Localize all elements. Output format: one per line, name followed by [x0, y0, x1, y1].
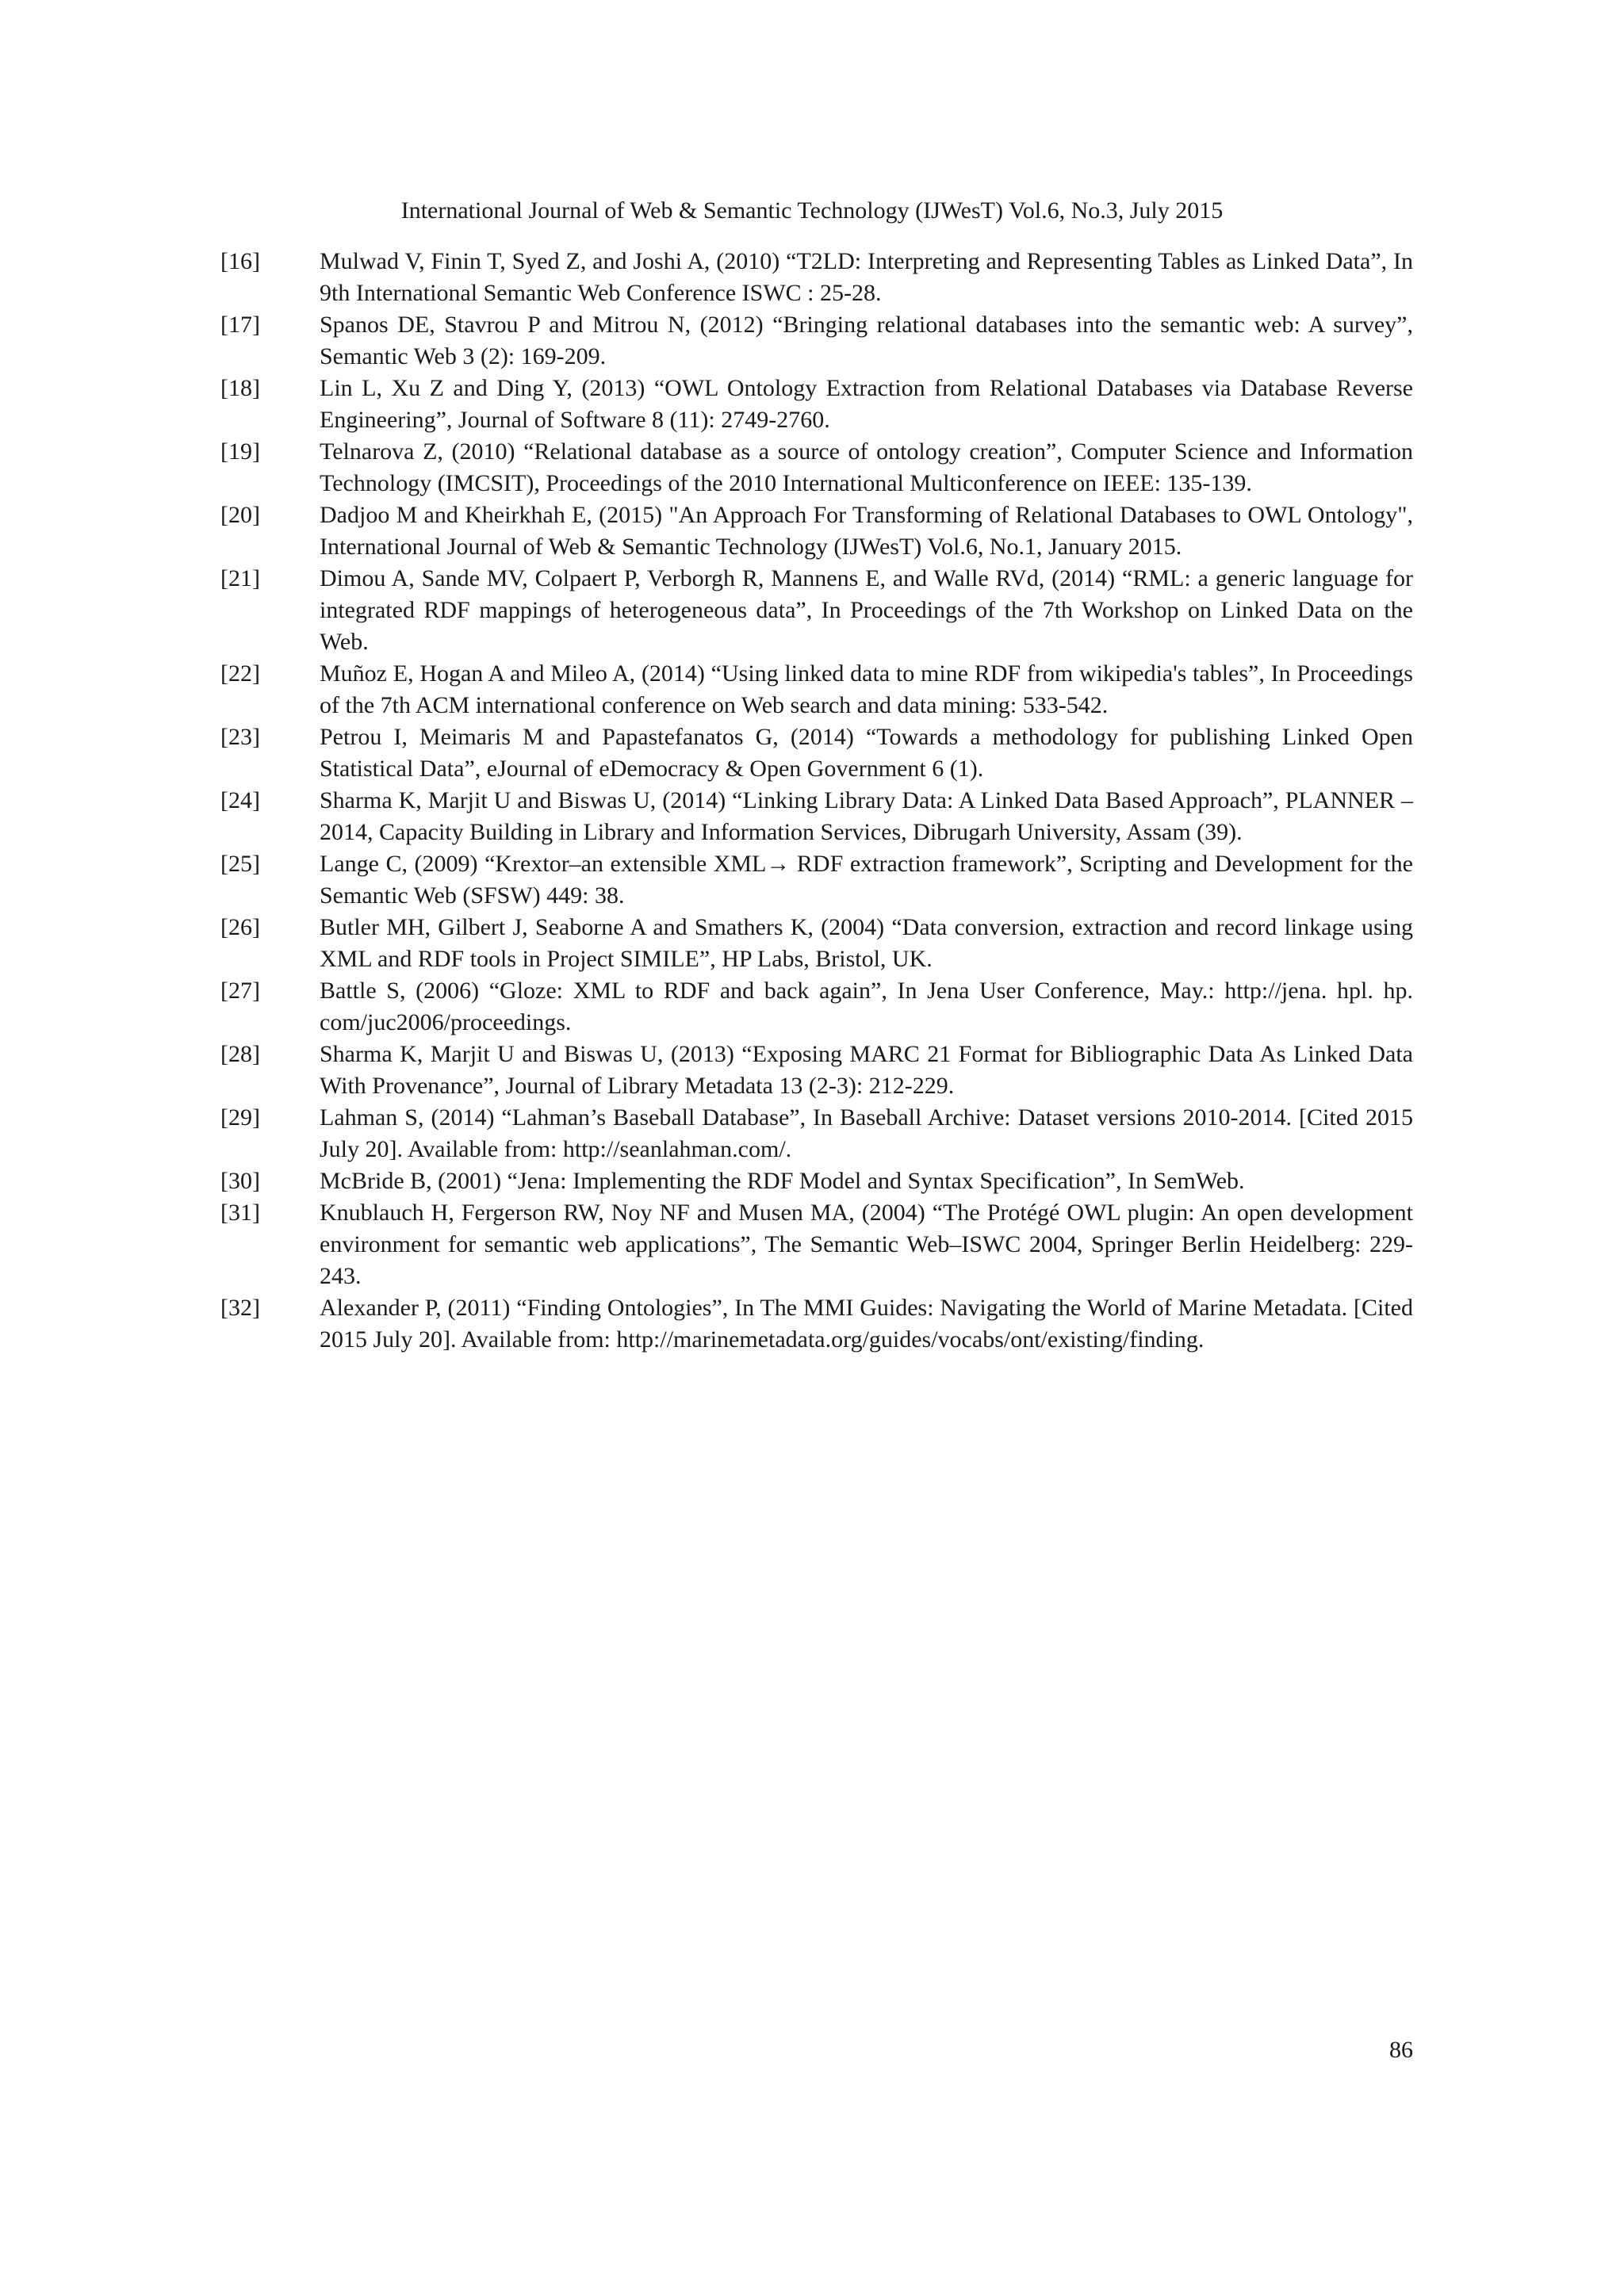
reference-item — [220, 499, 1413, 563]
reference-text: Dadjoo M and Kheirkhah E, (2015) "An Approach For Transforming of Relational Databases to OWL Ontology", International Journal of Web & Semantic Technology (IJWesT) Vol.6, No.1, January 2015. — [320, 502, 1413, 560]
reference-item — [220, 1197, 1413, 1292]
reference-item — [220, 1292, 1413, 1356]
reference-item — [220, 912, 1413, 975]
reference-number: [25] — [220, 851, 260, 877]
reference-number: [23] — [220, 724, 260, 750]
reference-number: [29] — [220, 1104, 260, 1131]
page-number: 86 — [1389, 2037, 1413, 2063]
reference-item — [220, 246, 1413, 309]
reference-number: [16] — [220, 248, 260, 274]
reference-text: Lin L, Xu Z and Ding Y, (2013) “OWL Ontology Extraction from Relational Databases via Database Reverse Engineering”, Journal of Software 8 (11): 2749-2760. — [320, 375, 1413, 433]
reference-item — [220, 309, 1413, 373]
reference-text: Knublauch H, Fergerson RW, Noy NF and Musen MA, (2004) “The Protégé OWL plugin: An open development environment for semantic web applications”, The Semantic Web–ISWC 2004, Springer Berlin Heidelberg: 229-243. — [320, 1200, 1413, 1289]
reference-item — [220, 1102, 1413, 1165]
reference-text: Sharma K, Marjit U and Biswas U, (2014) “Linking Library Data: A Linked Data Based Approach”, PLANNER – 2014, Capacity Building in Library and Information Services, Dibrugarh University, Assam (39). — [320, 787, 1413, 845]
reference-item — [220, 373, 1413, 436]
running-header: International Journal of Web & Semantic Technology (IJWesT) Vol.6, No.3, July 2015 — [400, 197, 1224, 224]
reference-item — [220, 1165, 1413, 1197]
reference-number: [17] — [220, 312, 260, 338]
reference-item — [220, 848, 1413, 912]
reference-text: Spanos DE, Stavrou P and Mitrou N, (2012) “Bringing relational databases into the semantic web: A survey”, Semantic Web 3 (2): 169-209. — [320, 312, 1413, 369]
reference-text: Battle S, (2006) “Gloze: XML to RDF and back again”, In Jena User Conference, May.: http://jena. hpl. hp. com/juc2006/proceedings. — [320, 978, 1413, 1035]
reference-number: [31] — [220, 1200, 260, 1226]
reference-item — [220, 785, 1413, 848]
reference-number: [22] — [220, 660, 260, 687]
reference-text: Dimou A, Sande MV, Colpaert P, Verborgh R, Mannens E, and Walle RVd, (2014) “RML: a generic language for integrated RDF mappings of heterogeneous data”, In Proceedings of the 7th Workshop on Linked Data on the Web. — [320, 565, 1413, 655]
reference-text: Mulwad V, Finin T, Syed Z, and Joshi A, (2010) “T2LD: Interpreting and Representing Tables as Linked Data”, In 9th International Semantic Web Conference ISWC : 25-28. — [320, 248, 1413, 306]
reference-item — [220, 436, 1413, 499]
reference-text: Sharma K, Marjit U and Biswas U, (2013) “Exposing MARC 21 Format for Bibliographic Data As Linked Data With Provenance”, Journal of Library Metadata 13 (2-3): 212-229. — [320, 1041, 1413, 1099]
reference-number: [20] — [220, 502, 260, 528]
reference-list — [220, 246, 1413, 1356]
reference-text: Petrou I, Meimaris M and Papastefanatos G, (2014) “Towards a methodology for publishing Linked Open Statistical Data”, eJournal of eDemocracy & Open Government 6 (1). — [320, 724, 1413, 782]
reference-number: [21] — [220, 565, 260, 591]
reference-number: [19] — [220, 438, 260, 465]
reference-item — [220, 721, 1413, 785]
reference-number: [28] — [220, 1041, 260, 1067]
reference-number: [32] — [220, 1295, 260, 1321]
reference-item — [220, 658, 1413, 721]
reference-number: [18] — [220, 375, 260, 401]
reference-number: [30] — [220, 1168, 260, 1194]
reference-text: Muñoz E, Hogan A and Mileo A, (2014) “Using linked data to mine RDF from wikipedia's tables”, In Proceedings of the 7th ACM international conference on Web search and data mining: 533-542. — [320, 660, 1413, 718]
reference-number: [27] — [220, 978, 260, 1004]
reference-text: Lahman S, (2014) “Lahman’s Baseball Database”, In Baseball Archive: Dataset versions 2010-2014. [Cited 2015 July 20]. Available from: http://seanlahman.com/. — [320, 1104, 1413, 1162]
reference-item — [220, 563, 1413, 658]
reference-number: [24] — [220, 787, 260, 813]
reference-number: [26] — [220, 914, 260, 940]
reference-text: Butler MH, Gilbert J, Seaborne A and Smathers K, (2004) “Data conversion, extraction and record linkage using XML and RDF tools in Project SIMILE”, HP Labs, Bristol, UK. — [320, 914, 1413, 972]
reference-text: Lange C, (2009) “Krextor–an extensible XML→ RDF extraction framework”, Scripting and Development for the Semantic Web (SFSW) 449: 38. — [320, 851, 1413, 909]
reference-text: Alexander P, (2011) “Finding Ontologies”, In The MMI Guides: Navigating the World of Marine Metadata. [Cited 2015 July 20]. Available from: http://marinemetadata.org/guides/vocabs/ont/existing/finding. — [320, 1295, 1413, 1353]
reference-item — [220, 975, 1413, 1039]
reference-text: Telnarova Z, (2010) “Relational database as a source of ontology creation”, Computer Science and Information Technology (IMCSIT), Proceedings of the 2010 International Multiconference on IEEE: 135-139. — [320, 438, 1413, 496]
reference-item — [220, 1039, 1413, 1102]
reference-text: McBride B, (2001) “Jena: Implementing the RDF Model and Syntax Specification”, In SemWeb. — [320, 1168, 1245, 1194]
